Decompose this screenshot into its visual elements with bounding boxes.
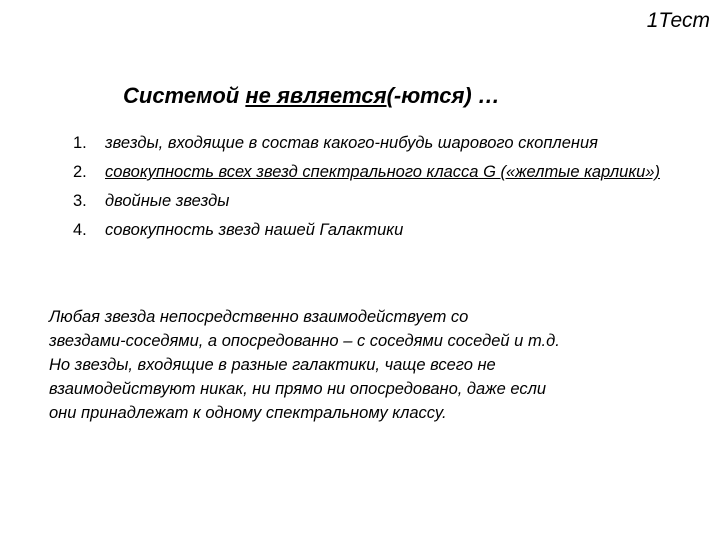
explanation-line-3: Но звезды, входящие в разные галактики, чаще всего не [49,356,496,374]
question-title [123,81,500,111]
answer-option-text: совокупность звезд нашей Галактики [105,221,404,239]
answer-option-4 [73,218,708,242]
answer-option-2-correct [73,160,708,184]
answer-option-text: двойные звезды [105,192,230,210]
answer-option-1 [73,131,708,155]
explanation-line-2: звездами-соседями, а опосредованно – с соседями соседей и т.д. [49,332,560,350]
title-text-start: Системой [123,83,246,108]
answer-option-number: 4. [73,221,87,239]
title-emphasis: не является [245,83,387,108]
answer-options-list [73,131,708,247]
answer-option-text: звезды, входящие в состав какого-нибудь шарового скопления [105,134,598,152]
answer-option-3 [73,189,708,213]
answer-option-number: 3. [73,192,87,210]
explanation-line-5: они принадлежат к одному спектральному классу. [49,404,447,422]
answer-option-number: 2. [73,163,87,181]
explanation-line-1: Любая звезда непосредственно взаимодействует со [49,308,469,326]
answer-option-number: 1. [73,134,87,152]
explanation-line-4: взаимодействуют никак, ни прямо ни опосредовано, даже если [49,380,547,398]
answer-option-text: совокупность всех звезд спектрального класса G («желтые карлики») [105,163,660,181]
explanation-text [49,305,699,425]
slide-number: 1Тест [646,9,710,32]
title-text-end: (-ются) … [386,83,500,108]
